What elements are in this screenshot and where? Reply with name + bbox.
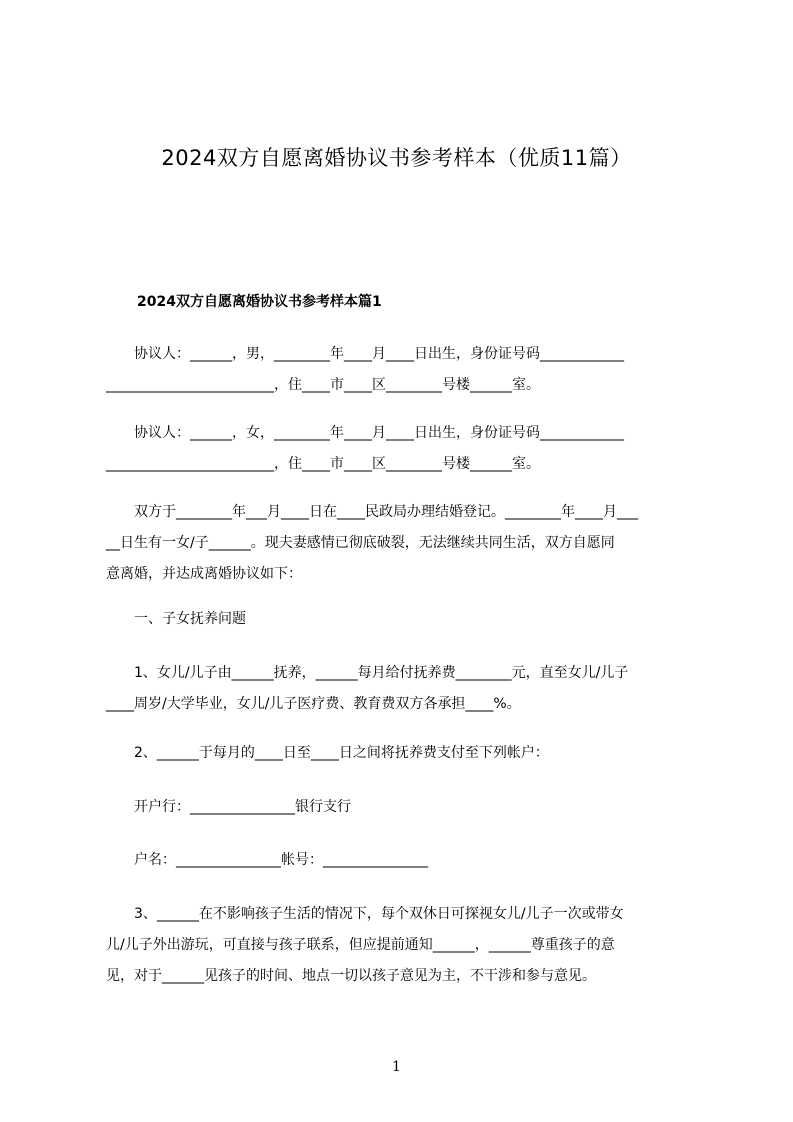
text-line: 3、______在不影响孩子生活的情况下，每个双休日可探视女儿/儿子一次或带女 xyxy=(106,906,624,922)
text-line: ________________________，住____市____区________号楼______室。 xyxy=(106,377,540,393)
text-line: ________________________，住____市____区________号楼______室。 xyxy=(106,456,540,472)
text-line: 见，对于______见孩子的时间、地点一切以孩子意见为主，不干涉和参与意见。 xyxy=(106,968,596,984)
text-line: 1、女儿/儿子由______抚养，______每月给付抚养费________元，直至女儿/儿子 xyxy=(106,665,629,681)
text-line: 双方于________年___月____日在____民政局办理结婚登记。________年____月___ xyxy=(106,504,638,520)
paragraph-clause-1 xyxy=(106,658,706,720)
paragraph-marriage-info xyxy=(106,497,706,590)
text-line: 儿/儿子外出游玩，可直接与孩子联系，但应提前通知______，______尊重孩子的意 xyxy=(106,937,615,953)
text-line: 户名：_______________帐号：_______________ xyxy=(106,852,428,868)
paragraph-account xyxy=(106,845,706,876)
text-line: ____周岁/大学毕业，女儿/儿子医疗费、教育费双方各承担____%。 xyxy=(106,696,521,712)
paragraph-party-male xyxy=(106,339,706,401)
text-line: __日生有一女/子______。现夫妻感情已彻底破裂，无法继续共同生活，双方自愿同 xyxy=(106,535,615,551)
paragraph-clause-3 xyxy=(106,899,706,992)
paragraph-bank xyxy=(106,792,706,823)
section-title: 2024双方自愿离婚协议书参考样本篇1 xyxy=(137,294,382,310)
text-line: 协议人：______，男，________年____月____日出生，身份证号码____________ xyxy=(106,346,624,362)
paragraph-heading-child-support xyxy=(106,604,706,635)
text-line: 意离婚，并达成离婚协议如下： xyxy=(106,566,302,582)
text-line: 2、______于每月的____日至____日之间将抚养费支付至下列帐户： xyxy=(106,745,549,761)
page-number: 1 xyxy=(392,1059,401,1075)
paragraph-party-female xyxy=(106,418,706,480)
text-line: 协议人：______，女，________年____月____日出生，身份证号码____________ xyxy=(106,425,624,441)
paragraph-clause-2 xyxy=(106,738,706,769)
text-line: 一、子女抚养问题 xyxy=(106,611,246,627)
text-line: 开户行：_______________银行支行 xyxy=(106,799,351,815)
document-title: 2024双方自愿离婚协议书参考样本（优质11篇） xyxy=(161,146,632,170)
